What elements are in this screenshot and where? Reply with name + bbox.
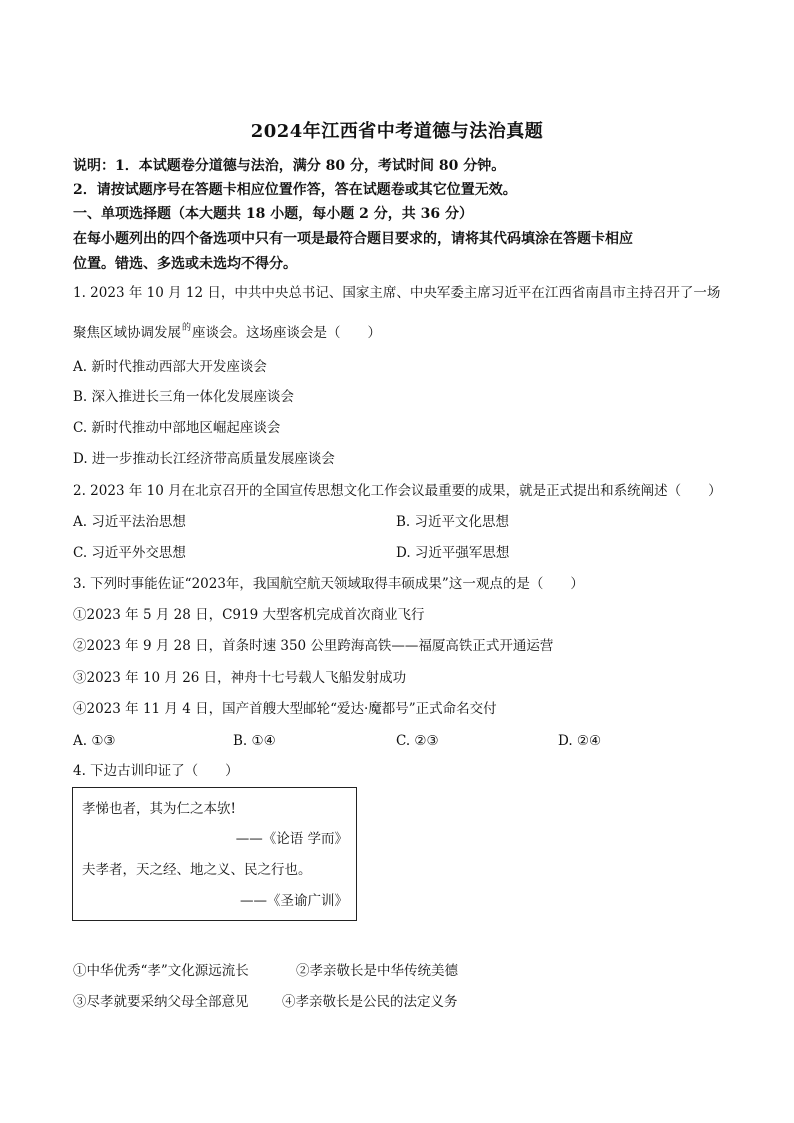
- q4-item-1: ①中华优秀“孝”文化源远流长: [73, 963, 249, 979]
- q1-option-c: C. 新时代推动中部地区崛起座谈会: [73, 420, 281, 436]
- q4-item-4: ④孝亲敬长是公民的法定义务: [282, 994, 458, 1010]
- instruction-line-2: 2．请按试题序号在答题卡相应位置作答，答在试题卷或其它位置无效。: [73, 182, 517, 198]
- page-title: 2024年江西省中考道德与法治真题: [250, 121, 544, 142]
- q2-stem: 2. 2023 年 10 月在北京召开的全国宣传思想文化工作会议最重要的成果，就是正式提出和系统阐述（ ）: [73, 483, 722, 499]
- q4-quote-box: [72, 787, 357, 921]
- q1-option-a: A. 新时代推动西部大开发座谈会: [73, 359, 267, 375]
- q1-stem-part-a: 聚焦区域协调发展: [73, 325, 181, 341]
- q1-stem-line-2: [73, 323, 381, 345]
- q2-option-d: D. 习近平强军思想: [396, 545, 510, 561]
- q1-stem-superscript: 的: [182, 323, 192, 333]
- q1-option-d: D. 进一步推动长江经济带高质量发展座谈会: [73, 451, 335, 467]
- q2-option-a: A. 习近平法治思想: [73, 514, 186, 530]
- q3-option-c: C. ②③: [396, 733, 439, 749]
- q3-option-a: A. ①③: [73, 733, 116, 749]
- section-note-1: 在每小题列出的四个备选项中只有一项是最符合题目要求的，请将其代码填涂在答题卡相应: [73, 231, 633, 247]
- q4-item-2: ②孝亲敬长是中华传统美德: [296, 963, 458, 979]
- q3-item-4: ④2023 年 11 月 4 日，国产首艘大型邮轮“爱达·魔都号”正式命名交付: [73, 701, 497, 717]
- instruction-line-1: 说明：1．本试题卷分道德与法治，满分 80 分，考试时间 80 分钟。: [73, 158, 506, 174]
- q1-stem-part-b: 座谈会。这场座谈会是（ ）: [192, 325, 382, 341]
- q3-option-d: D. ②④: [558, 733, 602, 749]
- q4-quote-2: 夫孝者，天之经、地之义、民之行也。: [82, 862, 312, 878]
- q4-item-3: ③尽孝就要采纳父母全部意见: [73, 994, 249, 1010]
- section-note-2: 位置。错选、多选或未选均不得分。: [73, 256, 297, 272]
- q1-option-b: B. 深入推进长三角一体化发展座谈会: [73, 389, 295, 405]
- q4-stem: 4. 下边古训印证了（ ）: [73, 763, 239, 779]
- q4-quote-1: 孝悌也者，其为仁之本欤!: [82, 801, 236, 817]
- q3-item-3: ③2023 年 10 月 26 日，神舟十七号载人飞船发射成功: [73, 670, 407, 686]
- q3-item-1: ①2023 年 5 月 28 日，C919 大型客机完成首次商业飞行: [73, 607, 425, 623]
- section-heading: 一、单项选择题（本大题共 18 小题，每小题 2 分，共 36 分）: [73, 206, 473, 222]
- q1-stem-line-1: 1. 2023 年 10 月 12 日，中共中央总书记、国家主席、中央军委主席习近平在江西省南昌市主持召开了一场: [73, 285, 721, 301]
- q3-option-b: B. ①④: [233, 733, 276, 749]
- q3-stem: 3. 下列时事能佐证“2023年，我国航空航天领域取得丰硕成果”这一观点的是（ ）: [73, 576, 584, 592]
- q4-source-1: ——《论语 学而》: [235, 831, 348, 847]
- q2-option-c: C. 习近平外交思想: [73, 545, 186, 561]
- q3-item-2: ②2023 年 9 月 28 日，首条时速 350 公里跨海高铁——福厦高铁正式开通运营: [73, 638, 554, 654]
- q4-source-2: ——《圣谕广训》: [240, 893, 348, 909]
- q2-option-b: B. 习近平文化思想: [396, 514, 510, 530]
